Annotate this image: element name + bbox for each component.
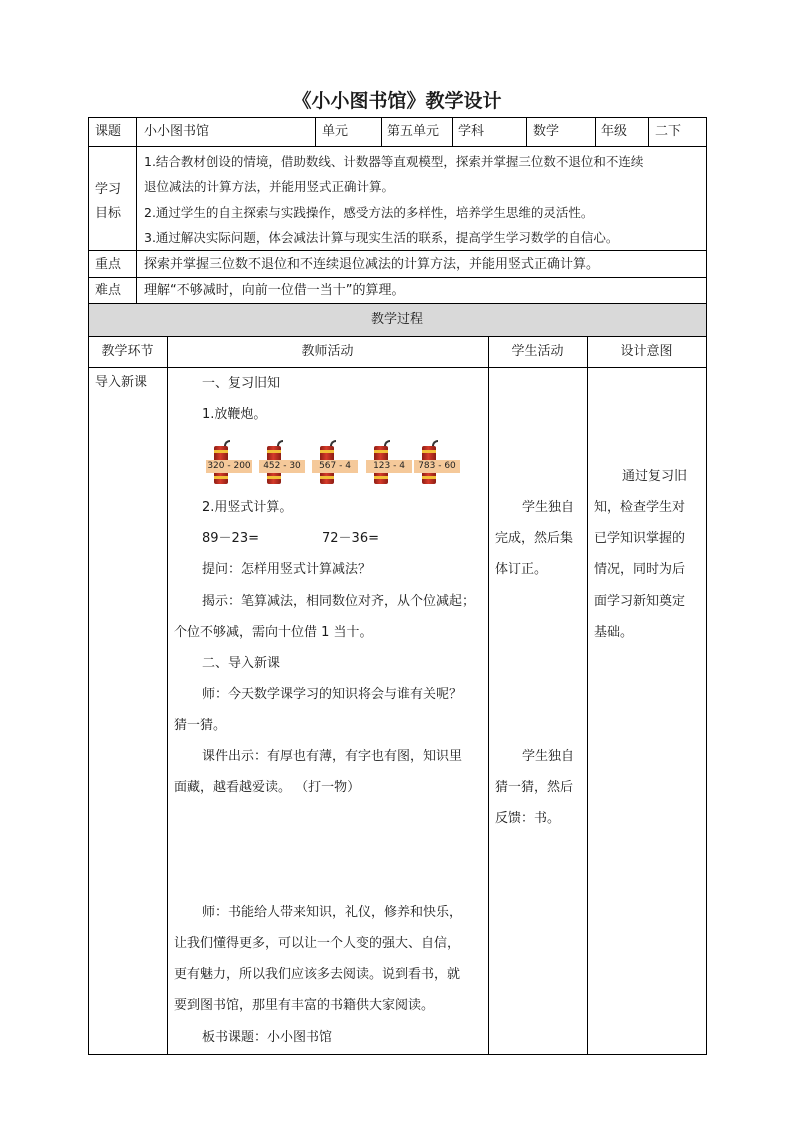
student-line: 反馈：书。 <box>495 811 561 826</box>
table-border <box>88 250 707 251</box>
goal-line: 2.通过学生的自主探索与实践操作，感受方法的多样性，培养学生思维的灵活性。 <box>144 205 594 220</box>
firecracker <box>312 440 372 488</box>
teacher-line: 1.放鞭炮。 <box>202 407 267 422</box>
intent-line: 通过复习旧 <box>622 469 688 484</box>
table-border <box>88 146 707 147</box>
key-point-text: 探索并掌握三位数不退位和不连续退位减法的计算方法，并能用竖式正确计算。 <box>144 257 600 272</box>
table-border <box>381 117 382 146</box>
firecracker-label: 123 - 4 <box>366 460 412 473</box>
teacher-line: 提问：怎样用竖式计算减法？ <box>202 562 372 577</box>
unit-label: 单元 <box>322 124 349 139</box>
col-student-header: 学生活动 <box>511 344 564 359</box>
teacher-line: 一、复习旧知 <box>202 376 281 391</box>
student-line: 学生独自 <box>522 749 575 764</box>
process-section-title: 教学过程 <box>370 312 423 327</box>
table-border <box>167 336 168 1054</box>
teacher-line: 师：书能给人带来知识，礼仪，修养和快乐， <box>202 905 463 920</box>
table-border <box>88 117 707 118</box>
col-intent-header: 设计意图 <box>620 344 673 359</box>
student-line: 完成，然后集 <box>495 531 574 546</box>
teacher-line: 二、导入新课 <box>202 656 281 671</box>
col-teacher-header: 教师活动 <box>301 344 354 359</box>
teacher-line: 板书课题：小小图书馆 <box>202 1030 333 1045</box>
firecracker <box>414 440 474 488</box>
table-border <box>88 117 89 1054</box>
teacher-line: 猜一猜。 <box>174 718 227 733</box>
col-stage-header: 教学环节 <box>101 344 154 359</box>
teacher-line: 面藏，越看越爱读。 （打一物） <box>174 780 361 795</box>
teacher-line: 让我们懂得更多，可以让一个人变的强大、自信， <box>174 936 461 951</box>
goal-line: 退位减法的计算方法，并能用竖式正确计算。 <box>144 179 395 194</box>
unit-value: 第五单元 <box>387 124 440 139</box>
teacher-line: 师：今天数学课学习的知识将会与谁有关呢？ <box>202 687 463 702</box>
table-border <box>136 117 137 303</box>
teacher-line: 更有魅力，所以我们应该多去阅读。说到看书，就 <box>174 967 461 982</box>
table-border <box>315 117 316 146</box>
table-border <box>488 336 489 1054</box>
firecracker-label: 567 - 4 <box>312 460 358 473</box>
teacher-line: 课件出示：有厚也有薄，有字也有图，知识里 <box>202 749 463 764</box>
stage-name: 导入新课 <box>95 375 148 390</box>
teacher-line: 72－36= <box>322 531 379 546</box>
firecracker-label: 320 - 200 <box>207 461 251 471</box>
student-line: 学生独自 <box>522 500 575 515</box>
difficulty-text: 理解“不够减时，向前一位借一当十”的算理。 <box>144 283 405 298</box>
firecracker <box>206 440 266 488</box>
intent-line: 已学知识掌握的 <box>594 531 686 546</box>
table-border <box>595 117 596 146</box>
table-border <box>88 1054 707 1055</box>
topic-value: 小小图书馆 <box>144 124 210 139</box>
grade-value: 二下 <box>655 124 682 139</box>
goal-line: 3.通过解决实际问题，体会减法计算与现实生活的联系，提高学生学习数学的自信心。 <box>144 230 619 245</box>
intent-line: 情况，同时为后 <box>594 562 686 577</box>
goal-line: 1.结合教材创设的情境，借助数线、计数器等直观模型，探索并掌握三位数不退位和不连续 <box>144 154 644 169</box>
document-title: 《小小图书馆》教学设计 <box>292 90 502 112</box>
teacher-line: 揭示：笔算减法，相同数位对齐，从个位减起； <box>202 594 476 609</box>
firecracker <box>259 440 319 488</box>
table-border <box>88 336 707 337</box>
table-border <box>452 117 453 146</box>
intent-line: 基础。 <box>594 625 634 640</box>
student-line: 体订正。 <box>495 562 548 577</box>
goals-label: 学习 <box>95 182 122 197</box>
goals-label: 目标 <box>95 206 122 221</box>
key-point-label: 重点 <box>95 257 122 272</box>
table-border <box>88 277 707 278</box>
subject-label: 学科 <box>458 124 485 139</box>
firecracker-label: 783 - 60 <box>414 460 460 473</box>
table-border <box>88 367 707 368</box>
firecracker-label: 452 - 30 <box>259 460 305 473</box>
topic-label: 课题 <box>95 124 122 139</box>
teacher-line: 89－23= <box>202 531 259 546</box>
intent-line: 知，检查学生对 <box>594 500 686 515</box>
table-border <box>648 117 649 146</box>
intent-line: 面学习新知奠定 <box>594 594 686 609</box>
grade-label: 年级 <box>601 124 628 139</box>
table-border <box>587 336 588 1054</box>
difficulty-label: 难点 <box>95 283 122 298</box>
student-line: 猜一猜，然后 <box>495 780 574 795</box>
teacher-line: 2.用竖式计算。 <box>202 500 293 515</box>
table-border <box>88 303 707 304</box>
table-border <box>706 117 707 1054</box>
teacher-line: 要到图书馆，那里有丰富的书籍供大家阅读。 <box>174 998 435 1013</box>
subject-value: 数学 <box>533 124 560 139</box>
teacher-line: 个位不够减，需向十位借 1 当十。 <box>174 625 373 640</box>
table-border <box>526 117 527 146</box>
